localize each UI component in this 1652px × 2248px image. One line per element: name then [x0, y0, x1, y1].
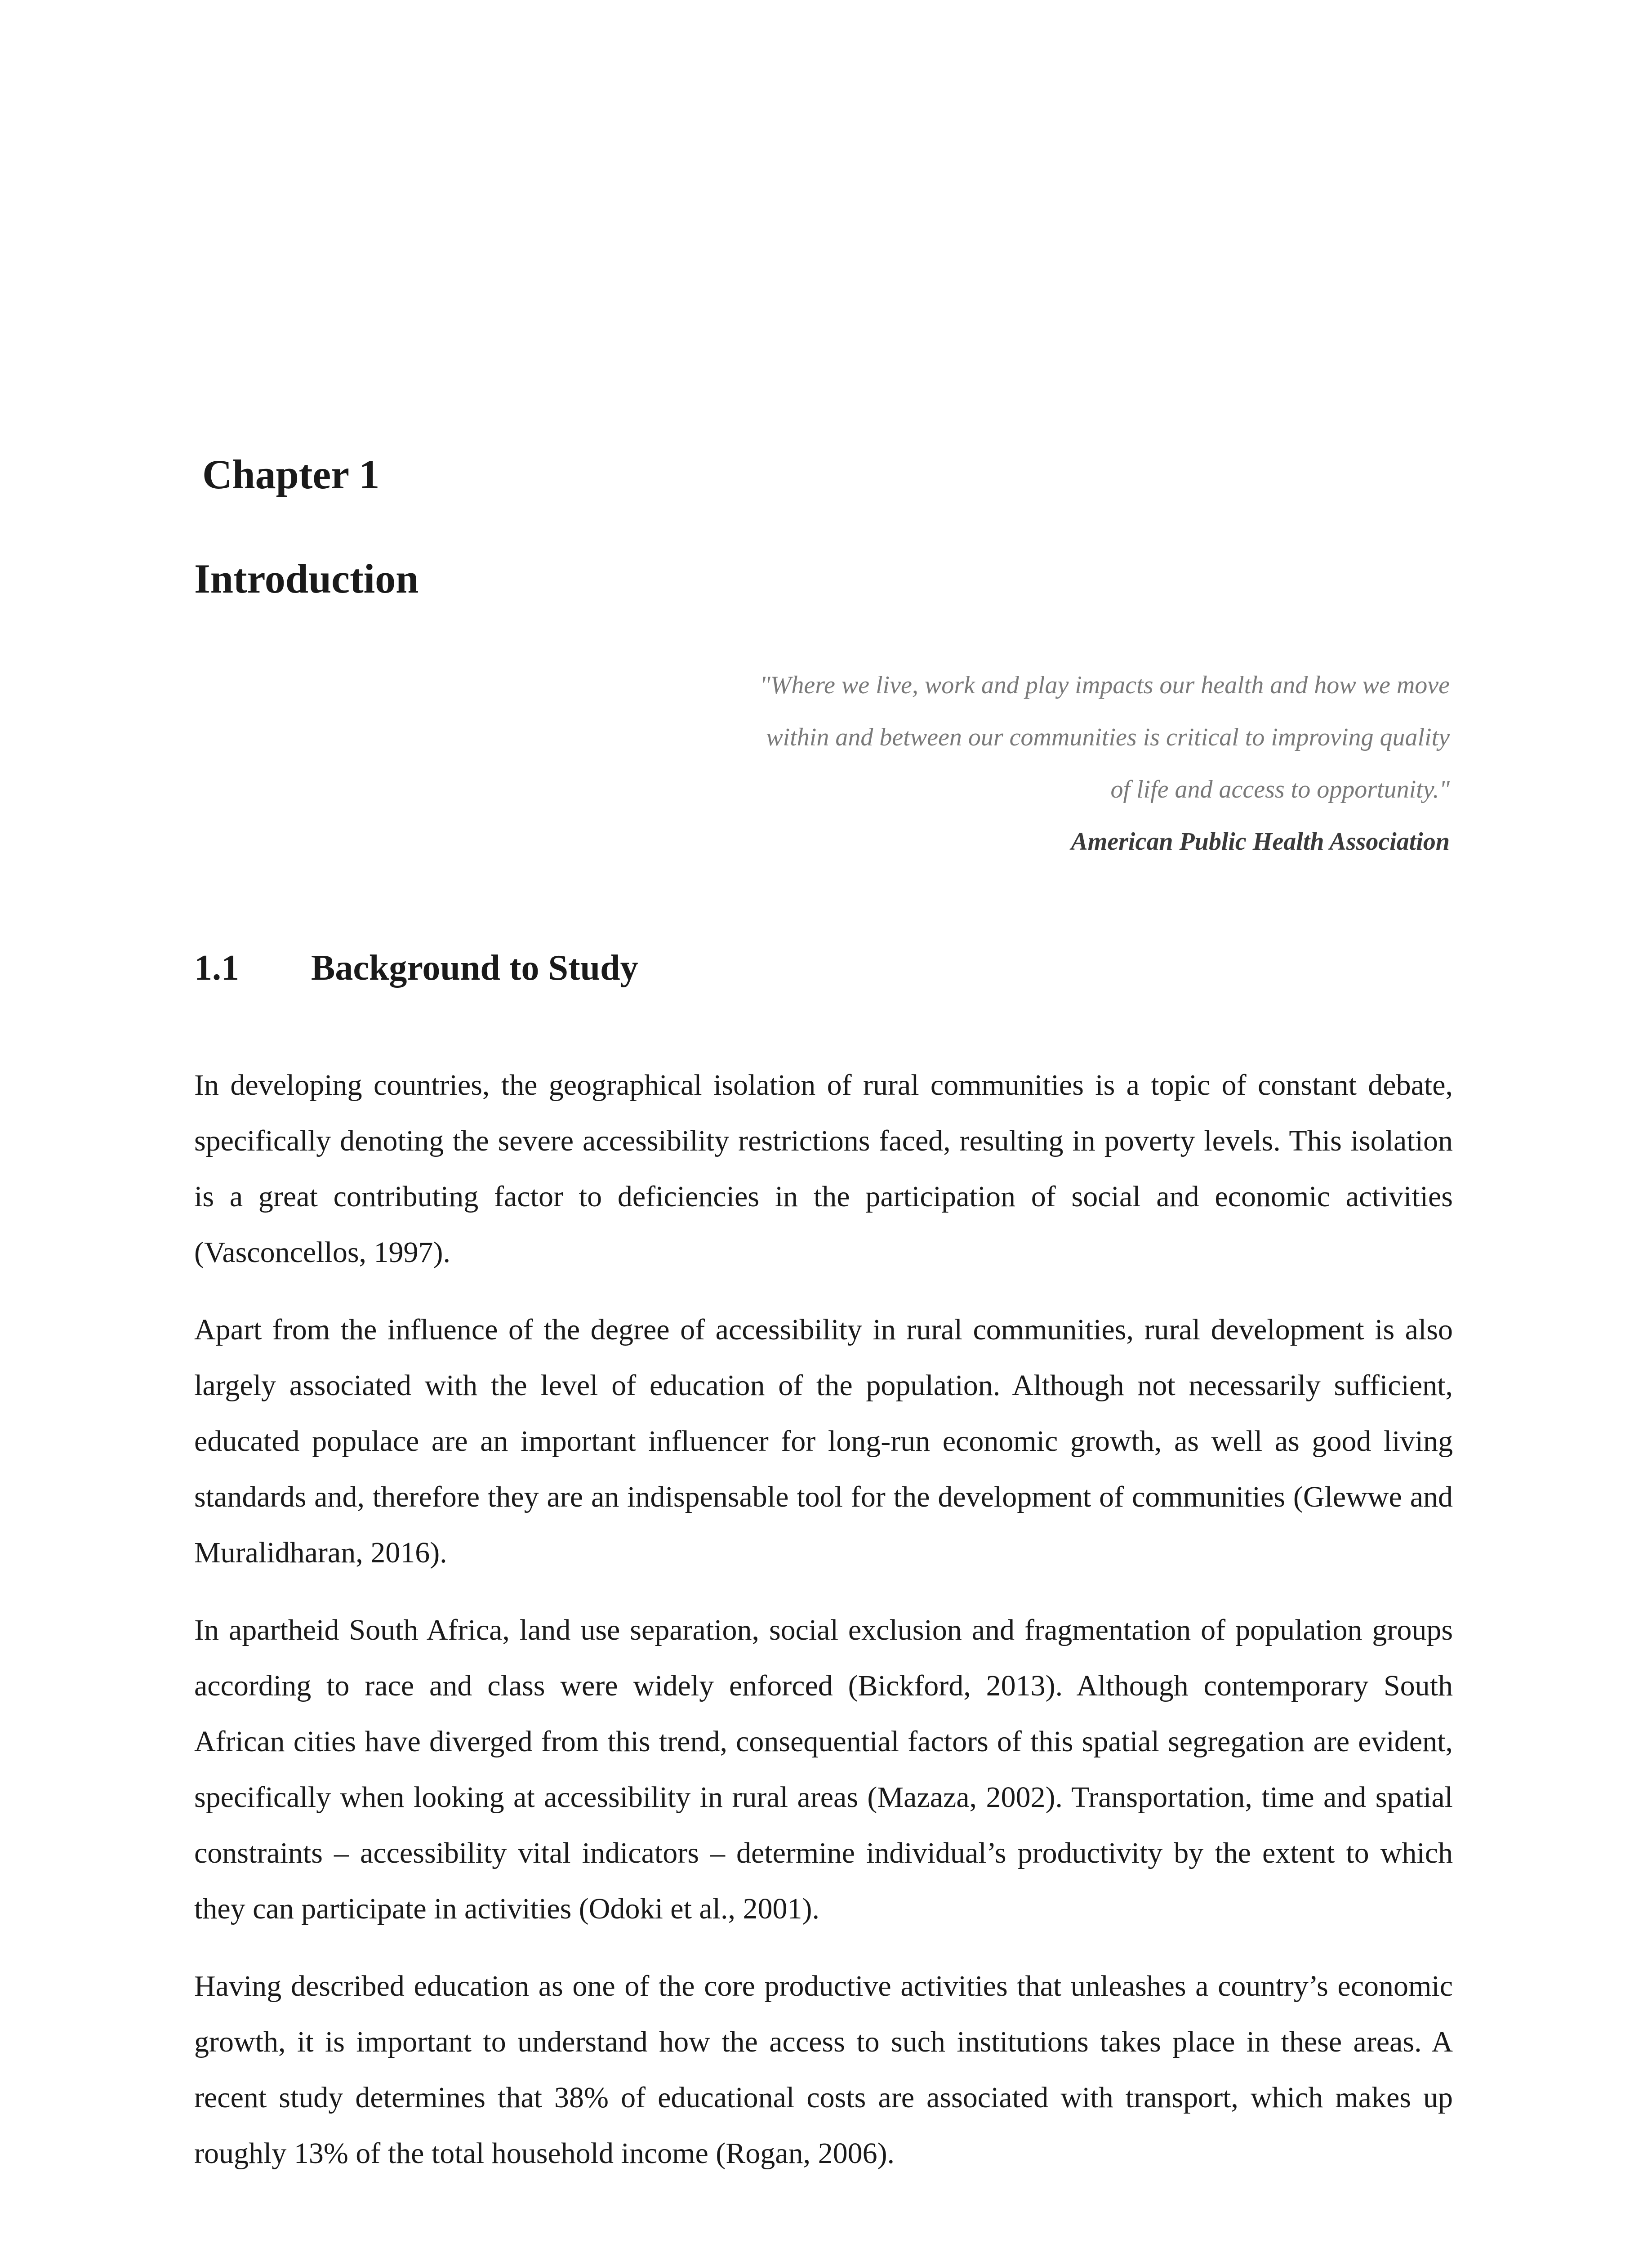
paragraph: In apartheid South Africa, land use separation, social exclusion and fragmentation of population groups according to race and class were widely enforced (Bickford, 2013). Although contemporary South African cities have diverged from this trend, consequential factors of this spatial segregation are evident, specifically when looking at accessibility in rural areas (Mazaza, 2002). Transportation, time and spatial constraints – accessibility vital indicators – determine individual’s productivity by the extent to which they can participate in activities (Odoki et al., 2001).	[194, 1614, 1453, 1925]
paragraph: Having described education as one of the core productive activities that unleashes a country’s economic growth, it is important to understand how the access to such institutions takes place in these areas. A recent study determines that 38% of educational costs are associated with transport, which makes up roughly 13% of the total household income (Rogan, 2006).	[194, 1970, 1453, 2170]
epigraph	[551, 659, 1450, 868]
section-heading	[194, 946, 638, 990]
body-text	[194, 1057, 1453, 2203]
section-title: Background to Study	[311, 948, 638, 988]
section-number: 1.1	[194, 948, 239, 988]
paragraph: Apart from the influence of the degree of accessibility in rural communities, rural development is also largely associated with the level of education of the population. Although not necessarily sufficient, educated populace are an important influencer for long-run economic growth, as well as good living standards and, therefore they are an indispensable tool for the development of communities (Glewwe and Muralidharan, 2016).	[194, 1313, 1453, 1569]
chapter-title: Introduction	[194, 556, 419, 602]
epigraph-line: within and between our communities is critical to improving quality	[766, 723, 1450, 751]
epigraph-source: American Public Health Association	[1071, 828, 1450, 856]
epigraph-line: of life and access to opportunity."	[1110, 776, 1450, 803]
epigraph-line: "Where we live, work and play impacts our health and how we move	[760, 671, 1450, 699]
chapter-label: Chapter 1	[202, 451, 380, 497]
paragraph: In developing countries, the geographical isolation of rural communities is a topic of constant debate, specifically denoting the severe accessibility restrictions faced, resulting in poverty levels. This isolation is a great contributing factor to deficiencies in the participation of social and economic activities (Vasconcellos, 1997).	[194, 1069, 1453, 1269]
